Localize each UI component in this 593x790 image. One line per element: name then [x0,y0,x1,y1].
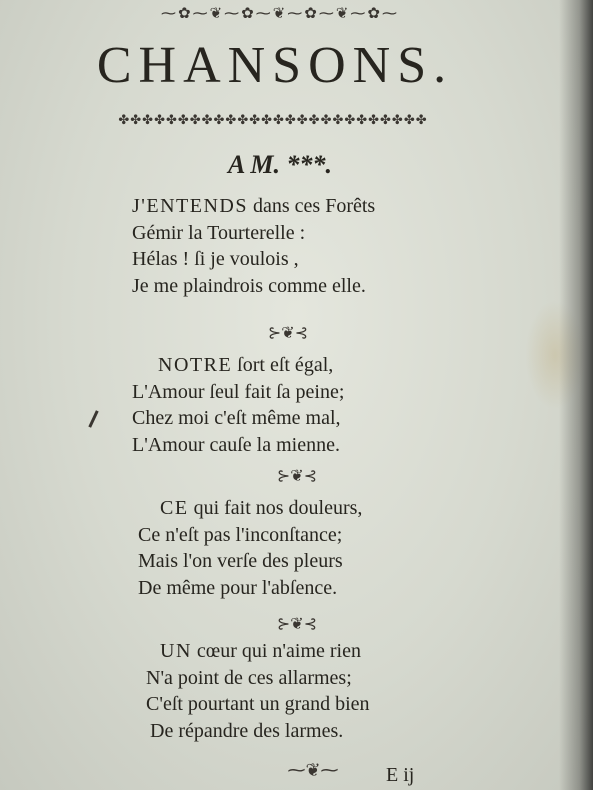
footer-ornament: ⁓❦⁓ [287,760,339,781]
ink-mark [88,410,98,428]
stanza-4 [132,638,462,744]
page-gutter-shadow [559,0,593,790]
page-title: CHANSONS. [96,37,454,94]
stanza-1 [132,193,462,299]
stanza-line: Mais l'on verſe des pleurs [138,550,343,572]
stanza-first-word: CE [160,497,189,519]
stanza-line: Ce n'eſt pas l'inconſtance; [138,523,343,546]
stanza-3 [132,495,462,601]
stanza-line: De répandre des larmes. [150,719,344,742]
stanza-line-text: dans ces Forêts [248,195,376,217]
stanza-line [132,193,462,220]
stanza-line: De même pour l'abſence. [138,576,338,599]
stanza-line [132,352,462,379]
stanza-line: Hélas ! ſi je voulois , [132,248,299,270]
header-ornament: ⁓✿⁓❦⁓✿⁓❦⁓✿⁓❦⁓✿⁓ [161,4,399,22]
stanza-first-word: J'ENTENDS [132,195,248,217]
header-rule-ornament: ✤✤✤✤✤✤✤✤✤✤✤✤✤✤✤✤✤✤✤✤✤✤✤✤✤✤ [118,113,428,128]
stanza-line: Chez moi c'eſt même mal, [132,407,341,429]
stanza-line: L'Amour cauſe la mienne. [132,433,340,456]
stanza-line: L'Amour ſeul fait ſa peine; [132,380,345,403]
stanza-line: C'eſt pourtant un grand bien [146,693,370,715]
page-signature: E ij [386,764,415,786]
dedication: A M. ***. [227,150,333,179]
stanza-first-word: UN [160,640,192,662]
stanza-line-text: cœur qui n'aime rien [191,640,361,662]
stanza-line [132,638,462,665]
stanza-line: Je me plaindrois comme elle. [132,274,366,297]
stanza-2 [132,352,462,458]
stanza-first-word: NOTRE [158,354,233,376]
stanza-line-text: ſort eſt égal, [232,354,334,376]
fleuron-ornament: ⊱❦⊰ [276,614,318,633]
fleuron-ornament: ⊱❦⊰ [276,466,318,485]
stanza-line-text: qui fait nos douleurs, [188,497,363,519]
stanza-line: N'a point de ces allarmes; [146,666,352,689]
stanza-line [132,495,462,522]
stanza-line: Gémir la Tourterelle : [132,221,306,244]
fleuron-ornament: ⊱❦⊰ [267,323,309,342]
